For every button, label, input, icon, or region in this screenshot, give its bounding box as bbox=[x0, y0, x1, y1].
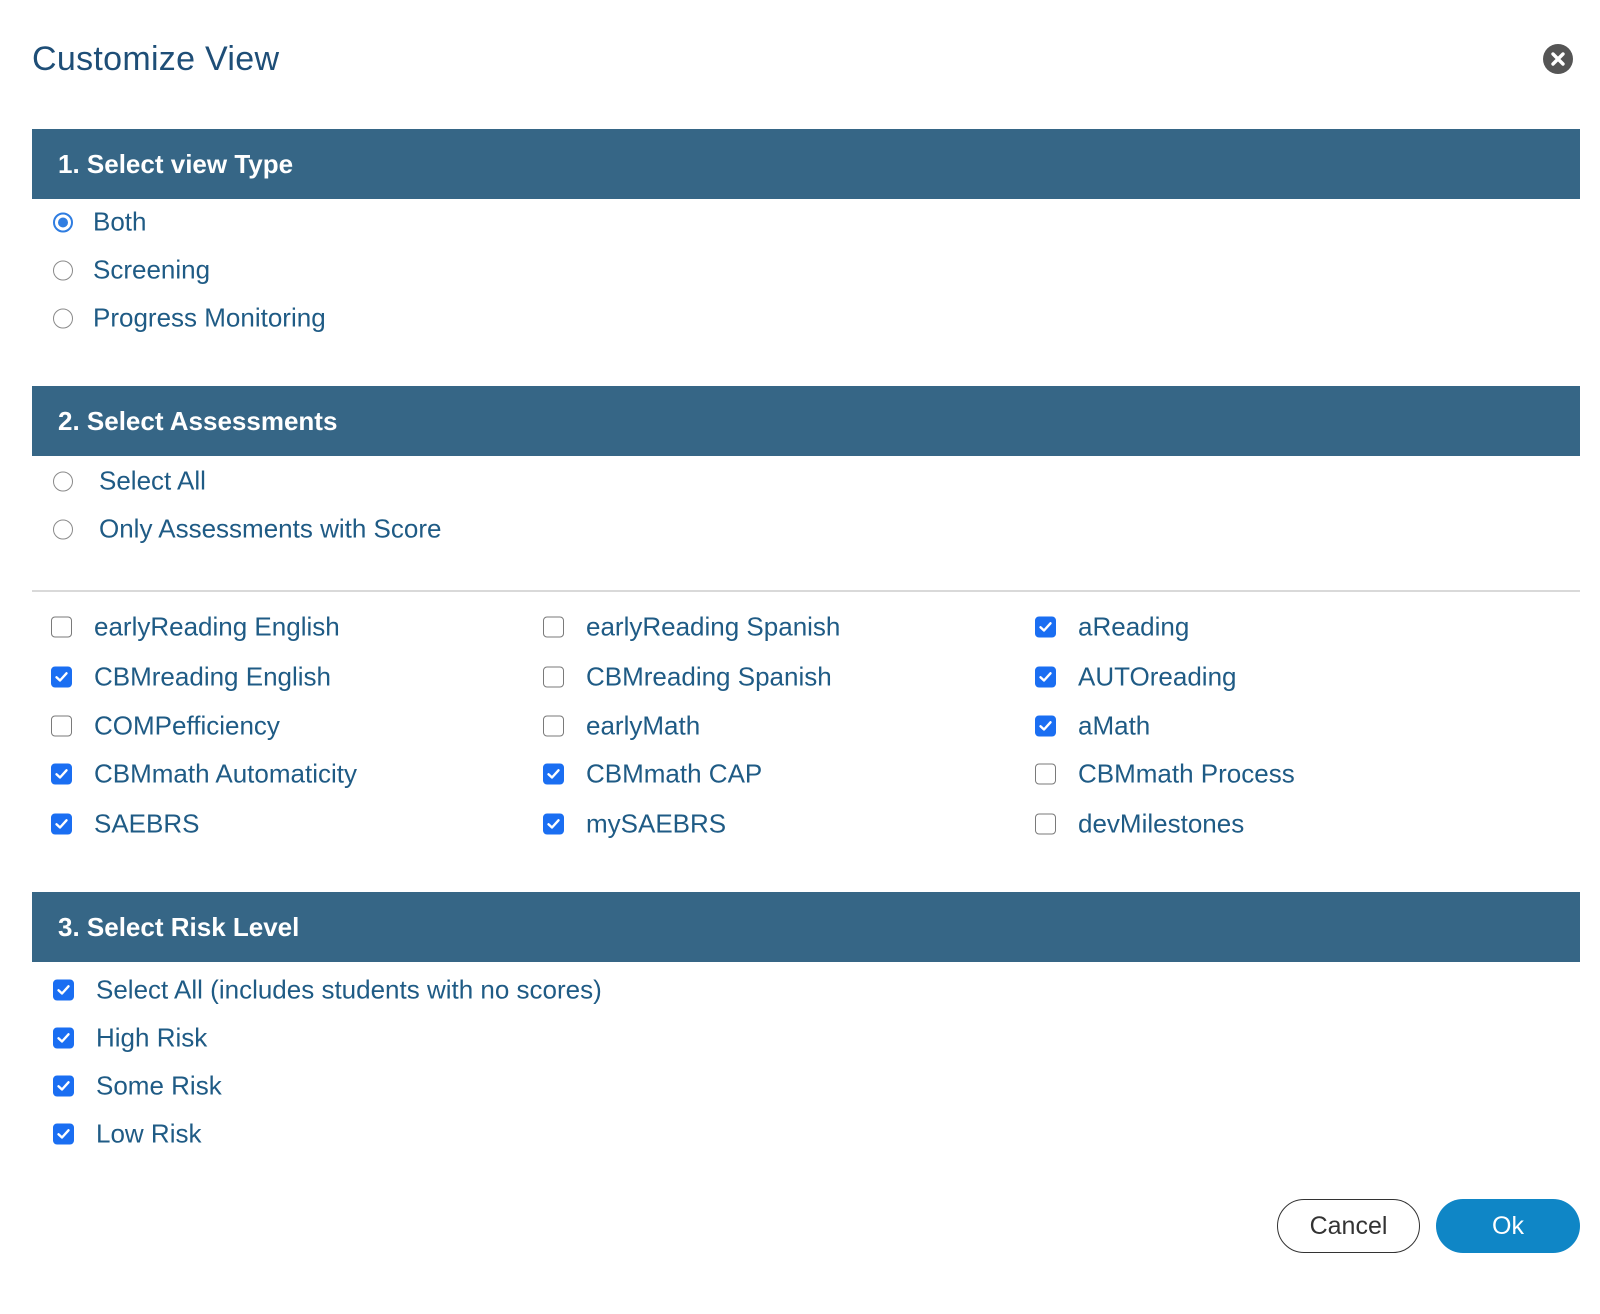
radio-option-select-all[interactable] bbox=[53, 466, 206, 497]
assessment-label: earlyReading English bbox=[94, 611, 340, 642]
assessment-label: earlyReading Spanish bbox=[586, 611, 841, 642]
risk-level-option[interactable] bbox=[53, 1023, 207, 1054]
assessment-label: SAEBRS bbox=[94, 808, 200, 839]
radio-label: Progress Monitoring bbox=[93, 302, 326, 333]
assessment-label: aReading bbox=[1078, 611, 1190, 642]
radio-button[interactable] bbox=[53, 471, 73, 491]
radio-option-both[interactable] bbox=[53, 207, 147, 238]
radio-option-progress-monitoring[interactable] bbox=[53, 303, 326, 334]
assessment-checkbox[interactable] bbox=[1035, 814, 1056, 835]
assessment-option[interactable] bbox=[543, 662, 832, 693]
assessment-checkbox[interactable] bbox=[51, 617, 72, 638]
ok-button[interactable]: Ok bbox=[1436, 1199, 1580, 1253]
radio-option-screening[interactable] bbox=[53, 255, 210, 286]
close-icon[interactable] bbox=[1543, 44, 1573, 74]
risk-level-checkbox[interactable] bbox=[53, 1028, 74, 1049]
radio-button[interactable] bbox=[53, 260, 73, 280]
assessment-label: CBMmath Automaticity bbox=[94, 758, 357, 789]
risk-level-option[interactable] bbox=[53, 975, 602, 1006]
radio-button[interactable] bbox=[53, 308, 73, 328]
assessment-option[interactable] bbox=[51, 662, 331, 693]
assessment-label: COMPefficiency bbox=[94, 710, 280, 741]
radio-button[interactable] bbox=[53, 212, 73, 232]
assessment-label: mySAEBRS bbox=[586, 808, 727, 839]
assessment-checkbox[interactable] bbox=[1035, 716, 1056, 737]
risk-level-label: High Risk bbox=[96, 1022, 208, 1053]
assessment-checkbox[interactable] bbox=[51, 814, 72, 835]
assessment-checkbox[interactable] bbox=[543, 667, 564, 688]
radio-option-only-with-score[interactable] bbox=[53, 514, 441, 545]
assessment-option[interactable] bbox=[1035, 662, 1237, 693]
assessment-option[interactable] bbox=[543, 711, 700, 742]
assessment-option[interactable] bbox=[51, 711, 280, 742]
assessment-option[interactable] bbox=[543, 612, 840, 643]
assessment-option[interactable] bbox=[1035, 711, 1150, 742]
section-header-assessments: 2. Select Assessments bbox=[32, 386, 1580, 456]
assessment-checkbox[interactable] bbox=[51, 667, 72, 688]
section-header-view-type: 1. Select view Type bbox=[32, 129, 1580, 199]
radio-label: Select All bbox=[99, 465, 206, 496]
risk-level-option[interactable] bbox=[53, 1071, 222, 1102]
risk-level-label: Select All (includes students with no scores) bbox=[96, 974, 602, 1005]
assessment-label: earlyMath bbox=[586, 710, 701, 741]
radio-label: Only Assessments with Score bbox=[99, 513, 442, 544]
assessment-checkbox[interactable] bbox=[51, 764, 72, 785]
assessment-checkbox[interactable] bbox=[51, 716, 72, 737]
dialog-title: Customize View bbox=[32, 40, 280, 78]
assessment-label: CBMreading English bbox=[94, 661, 332, 692]
assessment-option[interactable] bbox=[543, 809, 726, 840]
risk-level-checkbox[interactable] bbox=[53, 980, 74, 1001]
assessment-option[interactable] bbox=[51, 809, 200, 840]
section-divider bbox=[32, 590, 1580, 592]
assessment-option[interactable] bbox=[1035, 809, 1244, 840]
assessment-checkbox[interactable] bbox=[543, 764, 564, 785]
assessment-label: devMilestones bbox=[1078, 808, 1245, 839]
risk-level-option[interactable] bbox=[53, 1119, 201, 1150]
assessment-checkbox[interactable] bbox=[543, 617, 564, 638]
assessment-option[interactable] bbox=[1035, 612, 1189, 643]
assessment-option[interactable] bbox=[51, 612, 340, 643]
assessment-label: CBMreading Spanish bbox=[586, 661, 832, 692]
assessment-option[interactable] bbox=[51, 759, 357, 790]
assessment-checkbox[interactable] bbox=[1035, 617, 1056, 638]
radio-button[interactable] bbox=[53, 519, 73, 539]
assessment-label: AUTOreading bbox=[1078, 661, 1237, 692]
assessment-checkbox[interactable] bbox=[543, 716, 564, 737]
assessment-checkbox[interactable] bbox=[1035, 667, 1056, 688]
radio-label: Screening bbox=[93, 254, 211, 285]
cancel-button[interactable]: Cancel bbox=[1277, 1199, 1420, 1253]
assessment-label: CBMmath Process bbox=[1078, 758, 1295, 789]
assessment-option[interactable] bbox=[543, 759, 762, 790]
risk-level-label: Some Risk bbox=[96, 1070, 222, 1101]
assessment-label: CBMmath CAP bbox=[586, 758, 763, 789]
assessment-checkbox[interactable] bbox=[1035, 764, 1056, 785]
risk-level-checkbox[interactable] bbox=[53, 1076, 74, 1097]
risk-level-label: Low Risk bbox=[96, 1118, 202, 1149]
assessment-checkbox[interactable] bbox=[543, 814, 564, 835]
assessment-option[interactable] bbox=[1035, 759, 1295, 790]
radio-label: Both bbox=[93, 206, 147, 237]
assessment-label: aMath bbox=[1078, 710, 1151, 741]
section-header-risk-level: 3. Select Risk Level bbox=[32, 892, 1580, 962]
risk-level-checkbox[interactable] bbox=[53, 1124, 74, 1145]
